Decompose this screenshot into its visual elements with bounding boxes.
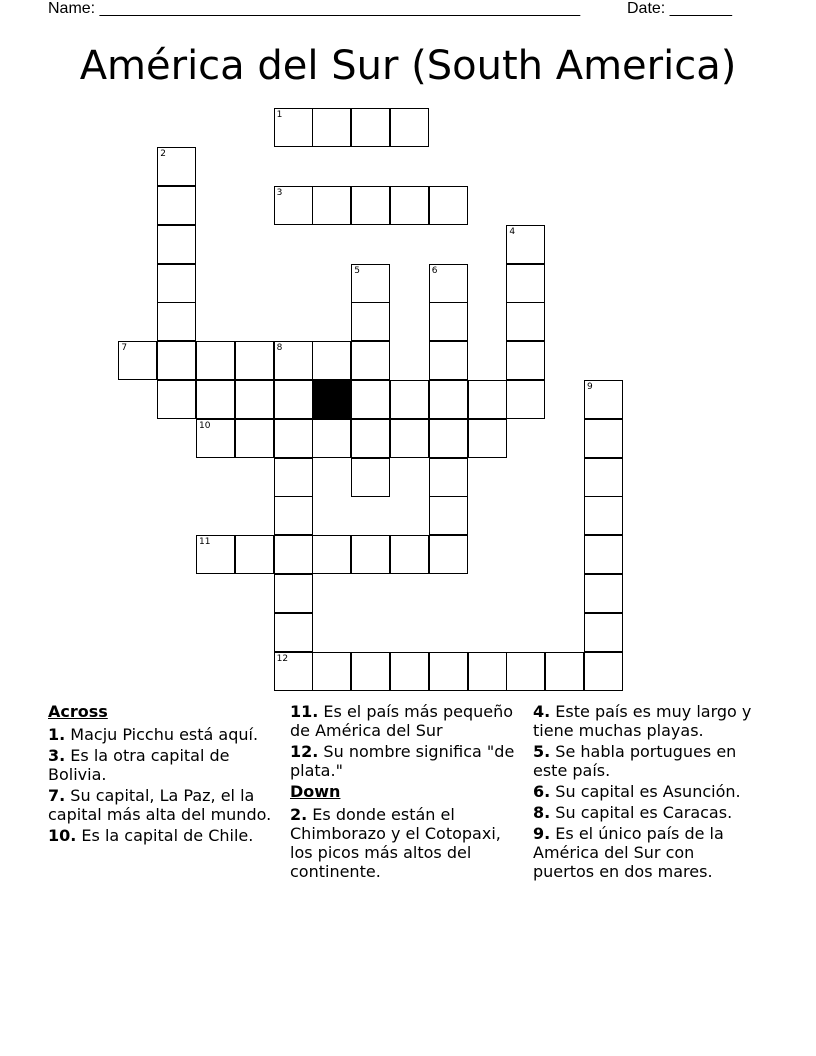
crossword-cell[interactable] — [235, 341, 274, 380]
crossword-cell[interactable] — [351, 458, 390, 497]
clue-number: 12 — [276, 653, 289, 664]
across-clue: 3. Es la otra capital de Bolivia. — [48, 746, 230, 784]
crossword-cell[interactable] — [429, 496, 468, 535]
clue-number: 11 — [199, 537, 211, 548]
clue-number: 7 — [121, 343, 128, 354]
crossword-cell[interactable] — [157, 264, 196, 303]
crossword-cell[interactable] — [351, 302, 390, 341]
down-clue: 9. Es el único país de la América del Sur con puertos en dos mares. — [533, 824, 724, 881]
crossword-cell[interactable] — [390, 652, 429, 691]
down-clue: 6. Su capital es Asunción. — [533, 782, 741, 801]
crossword-cell[interactable] — [157, 225, 196, 264]
crossword-cell[interactable] — [506, 380, 545, 419]
crossword-cell[interactable] — [351, 186, 390, 225]
crossword-cell[interactable] — [506, 264, 545, 303]
crossword-cell[interactable] — [390, 108, 429, 147]
crossword-cell[interactable] — [429, 652, 468, 691]
crossword-cell[interactable] — [468, 380, 507, 419]
crossword-cell[interactable] — [584, 652, 623, 691]
crossword-cell[interactable] — [584, 574, 623, 613]
page-title: América del Sur (South America) — [79, 43, 737, 89]
crossword-cell[interactable] — [312, 419, 351, 458]
clues-column-3 — [533, 702, 758, 883]
across-clue: 7. Su capital, La Paz, el la capital más alta del mundo. — [48, 786, 272, 824]
crossword-cell[interactable] — [351, 652, 390, 691]
crossword-cell[interactable] — [235, 535, 274, 574]
name-field-label: Name: ______________________________________________________ — [48, 0, 581, 17]
crossword-cell[interactable] — [468, 419, 507, 458]
crossword-cell[interactable] — [506, 341, 545, 380]
crossword-cell[interactable] — [274, 613, 313, 652]
crossword-cell[interactable] — [196, 535, 235, 574]
crossword-cell[interactable] — [157, 341, 196, 380]
crossword-cell[interactable] — [274, 380, 313, 419]
clues-column-2 — [290, 702, 515, 883]
crossword-cell[interactable] — [157, 302, 196, 341]
crossword-cell[interactable] — [351, 380, 390, 419]
across-clue: 11. Es el país más pequeño de América del Sur — [290, 702, 514, 740]
across-heading: Across — [48, 702, 108, 721]
crossword-cell[interactable] — [312, 535, 351, 574]
blocked-cell — [312, 380, 351, 419]
crossword-cell[interactable] — [390, 380, 429, 419]
crossword-cell[interactable] — [351, 341, 390, 380]
crossword-cell[interactable] — [235, 419, 274, 458]
down-heading: Down — [290, 782, 341, 801]
crossword-cell[interactable] — [274, 419, 313, 458]
crossword-cell[interactable] — [390, 535, 429, 574]
crossword-cell[interactable] — [274, 458, 313, 497]
clue-number: 3 — [276, 188, 283, 198]
down-clue: 2. Es donde están el Chimborazo y el Cotopaxi, los picos más altos del continente. — [290, 805, 501, 881]
crossword-cell[interactable] — [157, 147, 196, 186]
crossword-cell[interactable] — [274, 652, 313, 691]
crossword-cell[interactable] — [429, 341, 468, 380]
crossword-cell[interactable] — [274, 341, 313, 380]
crossword-cell[interactable] — [584, 419, 623, 458]
crossword-cell[interactable] — [584, 380, 623, 419]
clues-column-1 — [48, 702, 273, 847]
crossword-cell[interactable] — [429, 302, 468, 341]
crossword-cell[interactable] — [196, 341, 235, 380]
across-clue: 12. Su nombre significa "de plata." — [290, 742, 515, 780]
date-field-label: Date: _______ — [627, 0, 732, 17]
crossword-cell[interactable] — [506, 652, 545, 691]
crossword-cell[interactable] — [274, 574, 313, 613]
clue-number: 4 — [509, 226, 516, 237]
crossword-cell[interactable] — [468, 652, 507, 691]
clue-number: 2 — [160, 149, 166, 160]
crossword-cell[interactable] — [584, 613, 623, 652]
down-clue: 8. Su capital es Caracas. — [533, 803, 733, 822]
clue-number: 10 — [199, 420, 211, 431]
crossword-cell[interactable] — [351, 535, 390, 574]
crossword-cell[interactable] — [390, 419, 429, 458]
across-clue: 10. Es la capital de Chile. — [48, 826, 254, 845]
crossword-cell[interactable] — [584, 458, 623, 497]
crossword-cell[interactable] — [506, 225, 545, 264]
crossword-cell[interactable] — [312, 186, 351, 225]
crossword-cell[interactable] — [196, 380, 235, 419]
crossword-cell[interactable] — [429, 186, 468, 225]
crossword-cell[interactable] — [274, 186, 313, 225]
crossword-cell[interactable] — [235, 380, 274, 419]
crossword-cell[interactable] — [274, 108, 313, 147]
clue-number: 5 — [354, 265, 360, 276]
crossword-cell[interactable] — [157, 380, 196, 419]
crossword-cell[interactable] — [429, 264, 468, 303]
crossword-cell[interactable] — [584, 496, 623, 535]
crossword-cell[interactable] — [351, 264, 390, 303]
crossword-cell[interactable] — [312, 108, 351, 147]
crossword-cell[interactable] — [584, 535, 623, 574]
crossword-cell[interactable] — [429, 380, 468, 419]
clue-number: 9 — [587, 382, 593, 392]
clue-number: 1 — [276, 110, 283, 121]
crossword-cell[interactable] — [312, 652, 351, 691]
crossword-cell[interactable] — [196, 419, 235, 458]
down-clue: 5. Se habla portugues en este país. — [533, 742, 737, 780]
crossword-cell[interactable] — [506, 302, 545, 341]
crossword-cell[interactable] — [429, 535, 468, 574]
crossword-cell[interactable] — [429, 419, 468, 458]
crossword-cell[interactable] — [274, 496, 313, 535]
crossword-cell[interactable] — [545, 652, 584, 691]
crossword-cell[interactable] — [351, 419, 390, 458]
clue-number: 6 — [431, 265, 438, 276]
crossword-cell[interactable] — [118, 341, 157, 380]
down-clue: 4. Este país es muy largo y tiene muchas playas. — [533, 702, 752, 740]
clue-number: 8 — [276, 343, 283, 354]
crossword-cell[interactable] — [429, 458, 468, 497]
crossword-cell[interactable] — [274, 535, 313, 574]
crossword-cell[interactable] — [390, 186, 429, 225]
crossword-cell[interactable] — [312, 341, 351, 380]
across-clue: 1. Macju Picchu está aquí. — [48, 725, 259, 744]
crossword-cell[interactable] — [157, 186, 196, 225]
crossword-cell[interactable] — [351, 108, 390, 147]
